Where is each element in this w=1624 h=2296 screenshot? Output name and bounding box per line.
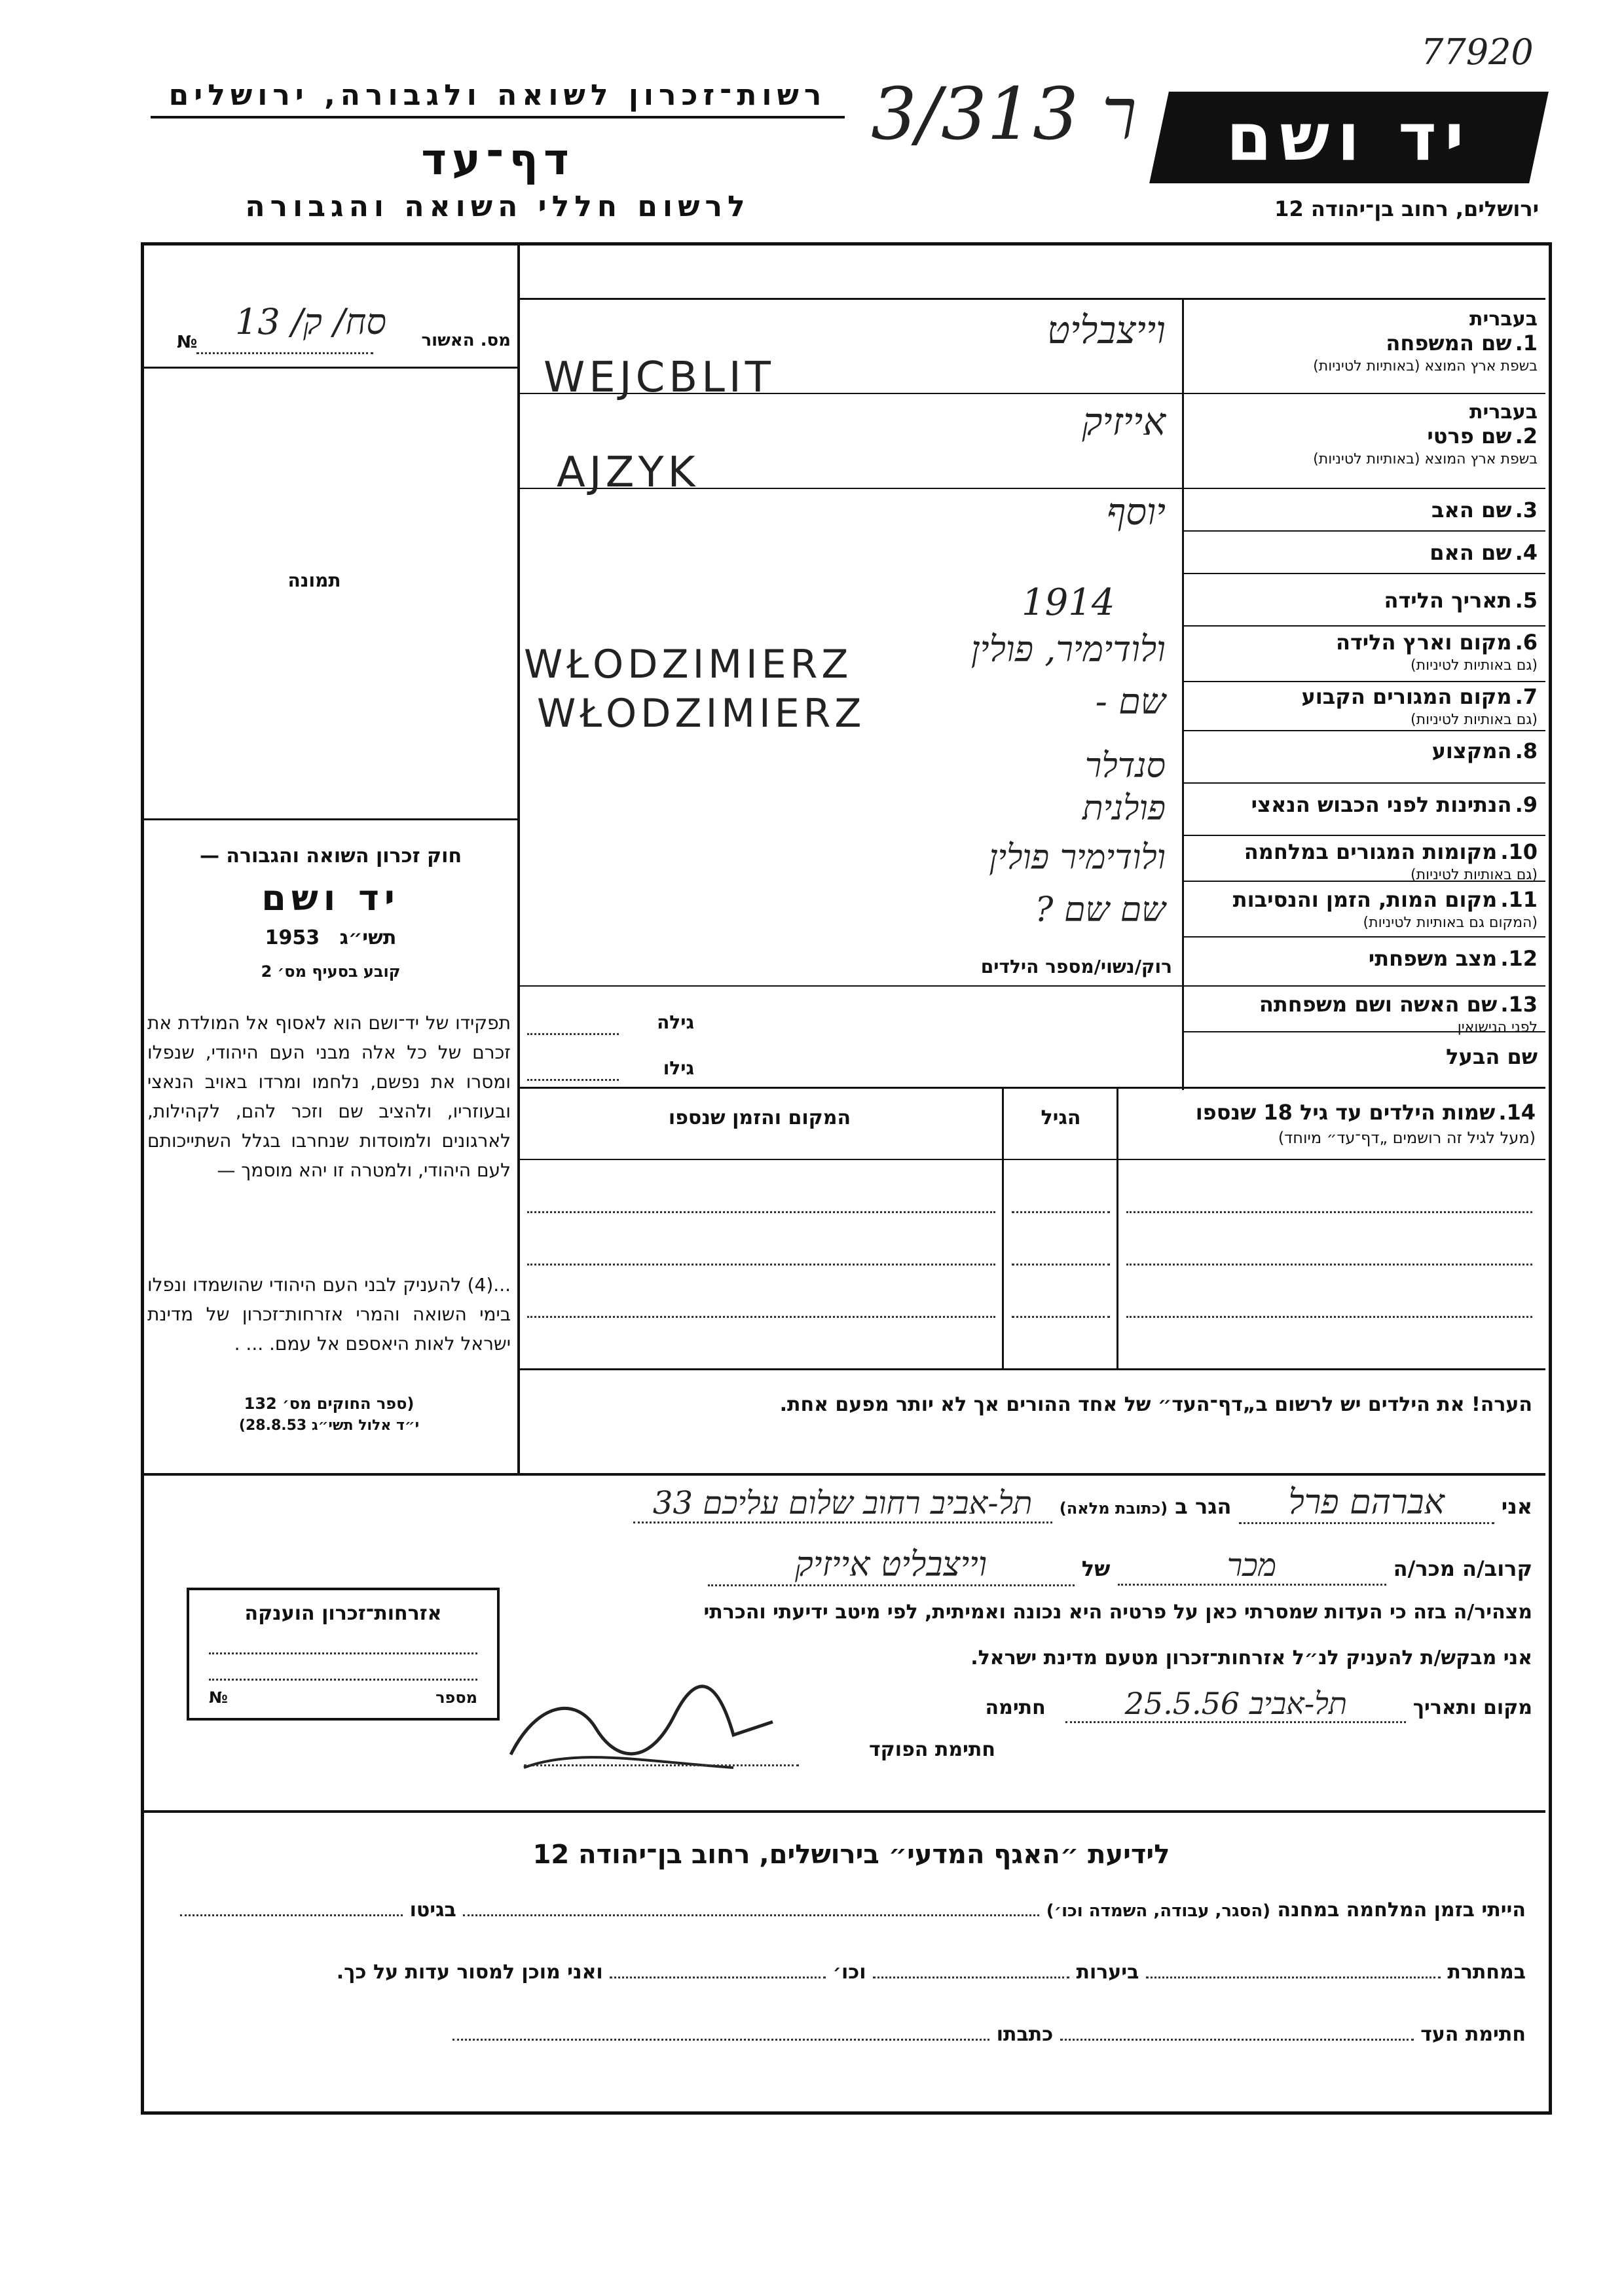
residence-latin-value: WŁODZIMIERZ (537, 691, 866, 737)
law-year-hebrew: תשי״ג (339, 926, 397, 949)
law-year (151, 926, 511, 949)
field-first-name (1184, 401, 1538, 467)
yad-vashem-logo (1149, 92, 1549, 183)
law-logo: יד ושם (261, 877, 400, 919)
info-underground-label: במחתרת (1447, 1961, 1526, 1984)
field-number: 4. (1515, 540, 1538, 565)
place-date-label: מקום ותאריך (1412, 1696, 1532, 1719)
field-marital-status (1184, 946, 1538, 971)
field-number: 9. (1515, 792, 1538, 817)
of-label: של (1081, 1556, 1111, 1581)
children-col-place: המקום והזמן שנספו (668, 1106, 851, 1129)
certificate-number-value: סח/ ק/ 13 (234, 301, 386, 342)
field-number: 3. (1515, 498, 1538, 522)
field-label: מקומות המגורים במלחמה (1244, 839, 1498, 864)
field-death-place (1184, 887, 1538, 931)
declarant-row-1 (471, 1483, 1532, 1522)
children-sublabel: (מעל לגיל זה רושמים „דף־עד״ מיוחד) (1278, 1129, 1536, 1147)
law-date: י״ד אלול תשי״ג 28.8.53) (238, 1417, 420, 1434)
field-label: מצב משפחתי (1368, 946, 1498, 971)
handwritten-note: ר 3/313 (871, 72, 1137, 156)
info-line-2 (157, 1961, 1526, 1984)
field-label: שם המשפחה (1386, 331, 1512, 355)
certificate-number-label: מס. האשור (421, 331, 511, 350)
declaration-text: מצהיר/ה בזה כי העדות שמסרתי כאן על פרטיה היא נכונה ואמיתית, לפי מיטב ידיעתי והכרתי (703, 1601, 1532, 1624)
form-title: דף־עד (421, 134, 574, 185)
info-line-3 (157, 2023, 1526, 2046)
header-address: ירושלים, רחוב בן־יהודה 12 (1274, 196, 1539, 221)
children-number: 14. (1498, 1100, 1536, 1125)
citizenship-box-number-label: מספר (435, 1688, 477, 1707)
field-number: 8. (1515, 738, 1538, 763)
witness-address-label: כתבתו (996, 2023, 1054, 2046)
wartime-residence-value: ולודימיר פולין (989, 838, 1166, 877)
logo-text: יד ושם (1226, 99, 1472, 175)
witness-signature-label: חתימת העד (1420, 2023, 1526, 2046)
relative-label: קרוב/ה מכר/ה (1393, 1556, 1532, 1581)
citizenship-box-title: אזרחות־זכרון הוענקה (244, 1602, 442, 1625)
field-lang-hebrew: בעברית (1469, 401, 1538, 424)
field-residence (1184, 684, 1538, 728)
birth-place-latin-value: WŁODZIMIERZ (524, 642, 853, 687)
field-number: 2. (1515, 424, 1538, 448)
info-camp-type-label: (הסגר, עבודה, השמדה וכו׳) (1046, 1901, 1271, 1921)
field-number: 13. (1500, 992, 1538, 1017)
field-label: שם האשה ושם משפחתה (1259, 992, 1498, 1017)
field-birth-place (1184, 630, 1538, 674)
declarant-name-value: אברהם פרל (1239, 1483, 1494, 1524)
field-label: שם פרטי (1427, 424, 1512, 448)
info-section-title: לידיעת ״האגף המדעי״ בירושלים, רחוב בן־יהודה 12 (532, 1840, 1170, 1870)
death-place-value: שם שם ? (1035, 890, 1166, 930)
field-citizenship (1184, 792, 1538, 817)
field-label: תאריך הלידה (1384, 588, 1512, 613)
children-heading (1126, 1100, 1536, 1147)
first-name-latin-value: AJZYK (557, 448, 699, 497)
field-profession (1184, 738, 1538, 763)
field-label: מקום וארץ הלידה (1335, 630, 1512, 655)
info-ready-label: ואני מוכן למסור עדות על כך. (336, 1961, 603, 1984)
law-title: חוק זכרון השואה והגבורה — (199, 845, 462, 867)
field-label: מקום המות, הזמן והנסיבות (1232, 887, 1498, 912)
field-sublabel: בשפת ארץ המוצא (באותיות לטיניות) (1313, 451, 1538, 467)
residence-hebrew-value: שם - (1095, 681, 1166, 722)
children-col-age: הגיל (1041, 1106, 1081, 1129)
declarant-address-value: תל-אביב רחוב שלום עליכם 33 (633, 1485, 1052, 1523)
form-subtitle: לרשום חללי השואה והגבורה (245, 190, 750, 223)
info-camp-label: הייתי בזמן המלחמה במחנה (1277, 1899, 1526, 1922)
field-mother-name (1184, 540, 1538, 565)
field-label: שם הבעל (1446, 1044, 1538, 1069)
authority-line: רשות־זכרון לשואה ולגבורה, ירושלים (151, 79, 845, 118)
field-father-name (1184, 498, 1538, 522)
field-number: 6. (1515, 630, 1538, 655)
field-number: 7. (1515, 684, 1538, 709)
note-text: הערה! את הילדים יש לרשום ב„דף־העד״ של אחד ההורים אך לא יותר מפעם אחת. (779, 1393, 1532, 1416)
citizenship-box (187, 1588, 500, 1721)
field-sublabel: (גם באותיות לטיניות) (1411, 712, 1538, 728)
field-number: 5. (1515, 588, 1538, 613)
field-husband-name (1184, 1044, 1538, 1069)
declarant-row-2 (524, 1545, 1532, 1584)
field-birth-date (1184, 588, 1538, 613)
field-label: הנתינות לפני הכבוש הנאצי (1251, 792, 1512, 817)
wife-age-label: גילה (657, 1011, 694, 1033)
family-name-hebrew-value: וייצבליט (1047, 308, 1166, 352)
birth-place-hebrew-value: ולודימיר, פולין (970, 629, 1166, 670)
citizenship-box-no-symbol: № (209, 1688, 228, 1707)
info-line-1 (157, 1899, 1526, 1922)
husband-age-label: גילו (663, 1057, 694, 1079)
law-year-number: 1953 (265, 926, 320, 949)
field-label: מקום המגורים הקבוע (1301, 684, 1512, 709)
field-number: 11. (1500, 887, 1538, 912)
info-forests-label: ביערות (1076, 1961, 1139, 1984)
signature-label: חתימה (985, 1696, 1046, 1719)
father-name-value: יוסף (1107, 491, 1166, 534)
request-text: אני מבקש/ת להעניק לנ״ל אזרחות־זכרון מטעם מדינת ישראל. (970, 1647, 1532, 1669)
first-name-hebrew-value: אייזיק (1082, 399, 1166, 444)
archive-number: 77920 (1421, 31, 1534, 73)
field-family-name (1184, 308, 1538, 374)
full-address-label: (כתובת מלאה) (1059, 1499, 1168, 1518)
place-date-value: תל-אביב 25.5.56 (1065, 1686, 1406, 1723)
field-sublabel: (המקום גם באותיות לטיניות) (1363, 915, 1538, 931)
certificate-number-suffix: № (177, 333, 198, 352)
relative-value: מכר (1118, 1547, 1386, 1586)
of-value: וייצבליט אייזיק (708, 1545, 1075, 1586)
law-source: (ספר החוקים מס׳ 132 (244, 1394, 415, 1413)
field-label: שם האב (1431, 498, 1512, 522)
field-sublabel: (גם באותיות לטיניות) (1411, 867, 1538, 883)
children-label: שמות הילדים עד גיל 18 שנספו (1195, 1100, 1496, 1125)
field-wartime-residence (1184, 839, 1538, 883)
citizenship-value: פולנית (1082, 789, 1166, 828)
field-number: 1. (1515, 331, 1538, 355)
resides-label: הגר ב (1175, 1494, 1232, 1519)
officer-signature-label: חתימת הפוקד (869, 1738, 995, 1761)
law-clause: קובע בסעיף מס׳ 2 (261, 962, 401, 981)
marital-status-inline-label: רוק/נשוי/מספר הילדים (980, 956, 1172, 977)
law-text-2: ...(4) להעניק לבני העם היהודי שהושמדו ונפלו בימי השואה והמרי אזרחות־זכרון של מדינת ישראל לאות היאספם אל עמם. ... . (147, 1274, 511, 1355)
field-lang-hebrew: בעברית (1469, 308, 1538, 331)
field-number: 10. (1500, 839, 1538, 864)
law-text-1: תפקידו של יד־ושם הוא לאסוף אל המולדת את זכרם של כל אלה מבני העם היהודי, שנפלו ומסרו את נפשם, נלחמו ומרדו באויב הנאצי ובעוזריו, ולהציב שם וזכר להם, לקהילות, לארגונים ולמוסדות שנחרבו בגלל השתייכותם לעם היהודי, ולמטרה זו יהא מוסמך — (147, 1012, 511, 1181)
field-wife-name (1184, 992, 1538, 1036)
info-etc-label: וכו׳ (832, 1961, 866, 1984)
photo-label: תמונה (287, 570, 341, 591)
birth-date-value: 1914 (1022, 581, 1115, 624)
i-label: אני (1501, 1494, 1532, 1519)
profession-value: סנדלר (1084, 746, 1166, 786)
field-sublabel: בשפת ארץ המוצא (באותיות לטיניות) (1313, 358, 1538, 374)
field-number: 12. (1500, 946, 1538, 971)
field-sublabel: לפני הנישואין (1457, 1019, 1538, 1036)
field-sublabel: (גם באותיות לטיניות) (1411, 657, 1538, 674)
field-label: שם האם (1430, 540, 1512, 565)
info-ghetto-label: בגיטו (409, 1899, 456, 1922)
field-label: המקצוע (1431, 738, 1512, 763)
family-name-latin-value: WEJCBLIT (544, 354, 775, 402)
